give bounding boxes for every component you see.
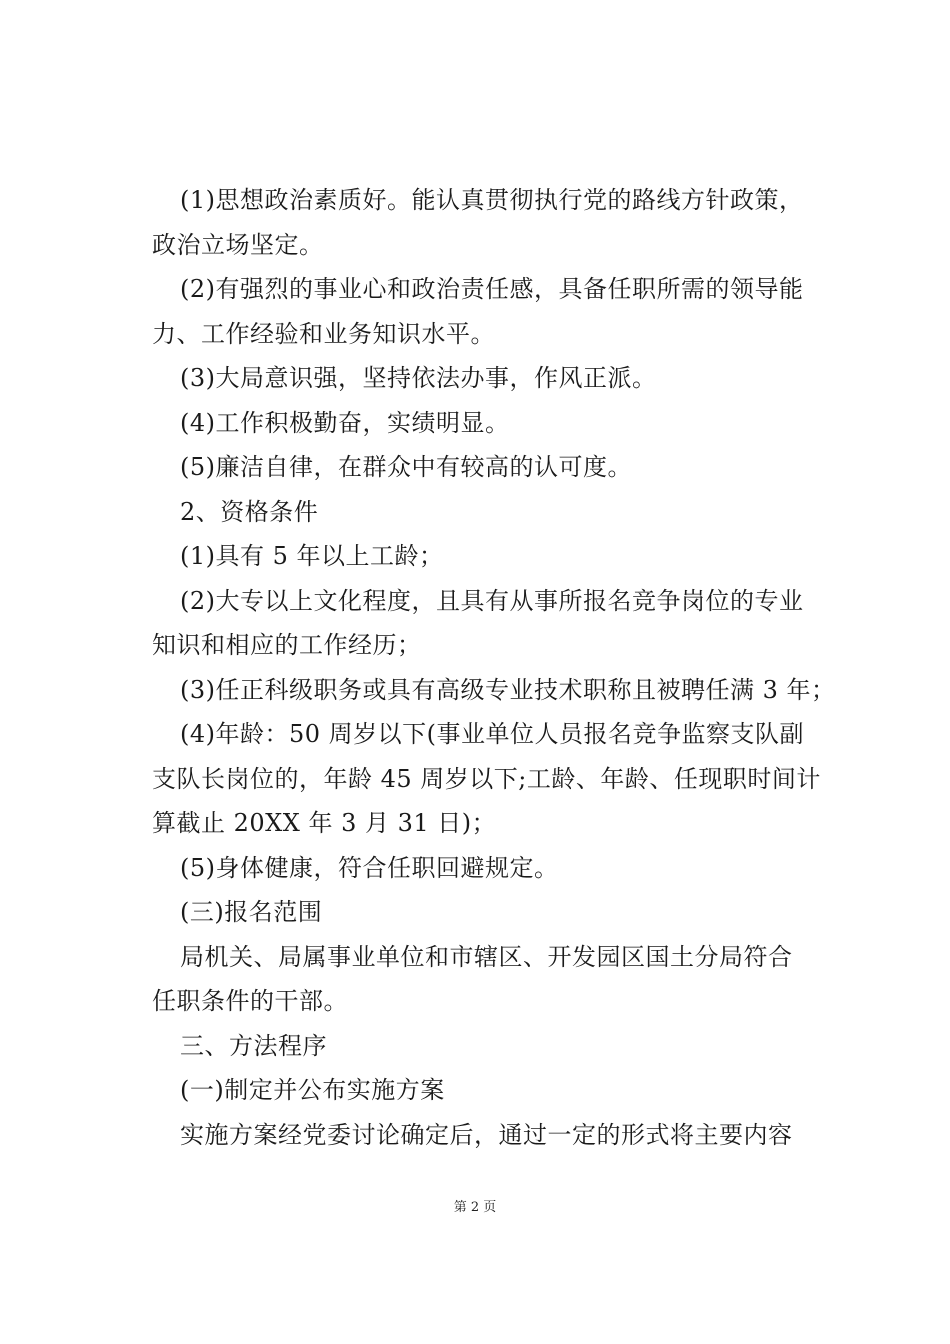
paragraph-line: 任职条件的干部。 — [152, 987, 348, 1015]
paragraph — [180, 846, 840, 891]
paragraph-line: (5)身体健康，符合任职回避规定。 — [180, 853, 559, 882]
paragraph — [180, 668, 840, 713]
paragraph-line: 支队长岗位的，年龄 45 周岁以下;工龄、年龄、任现职时间计 — [152, 764, 821, 793]
paragraph — [180, 401, 840, 446]
paragraph-line: (一)制定并公布实施方案 — [180, 1076, 445, 1104]
paragraph — [180, 1024, 840, 1069]
paragraph — [180, 445, 840, 490]
paragraph-line: (1)具有 5 年以上工龄； — [180, 542, 444, 570]
paragraph-line: 2、资格条件 — [180, 497, 319, 526]
paragraph-line: (4)工作积极勤奋，实绩明显。 — [180, 408, 510, 437]
document-body — [152, 178, 840, 1157]
paragraph-line: 算截止 20XX 年 3 月 31 日)； — [152, 809, 497, 837]
paragraph-line: 知识和相应的工作经历； — [152, 631, 422, 659]
paragraph — [180, 890, 840, 935]
page-number: 第 2 页 — [453, 1200, 497, 1215]
paragraph-line: (3)任正科级职务或具有高级专业技术职称且被聘任满 3 年； — [180, 675, 836, 704]
paragraph — [180, 1113, 840, 1158]
paragraph-line: (三)报名范围 — [180, 898, 323, 926]
paragraph-line: (2)大专以上文化程度，且具有从事所报名竞争岗位的专业 — [180, 586, 804, 615]
paragraph-line: (3)大局意识强，坚持依法办事，作风正派。 — [180, 364, 657, 392]
paragraph — [180, 534, 840, 579]
paragraph — [152, 579, 840, 668]
paragraph-line: (1)思想政治素质好。能认真贯彻执行党的路线方针政策， — [180, 186, 804, 214]
paragraph-line: (2)有强烈的事业心和政治责任感，具备任职所需的领导能 — [180, 275, 804, 303]
paragraph — [152, 178, 840, 267]
paragraph-line: 实施方案经党委讨论确定后，通过一定的形式将主要内容 — [180, 1120, 793, 1149]
paragraph-line: (4)年龄：50 周岁以下(事业单位人员报名竞争监察支队副 — [180, 720, 805, 748]
paragraph — [180, 1068, 840, 1113]
paragraph-line: 局机关、局属事业单位和市辖区、开发园区国土分局符合 — [180, 942, 793, 971]
paragraph-line: 三、方法程序 — [180, 1031, 327, 1060]
paragraph — [152, 935, 840, 1024]
paragraph-line: (5)廉洁自律，在群众中有较高的认可度。 — [180, 453, 632, 481]
paragraph-line: 力、工作经验和业务知识水平。 — [152, 319, 495, 348]
paragraph — [180, 356, 840, 401]
paragraph — [152, 712, 840, 846]
paragraph — [180, 490, 840, 535]
paragraph — [152, 267, 840, 356]
paragraph-line: 政治立场坚定。 — [152, 230, 324, 259]
